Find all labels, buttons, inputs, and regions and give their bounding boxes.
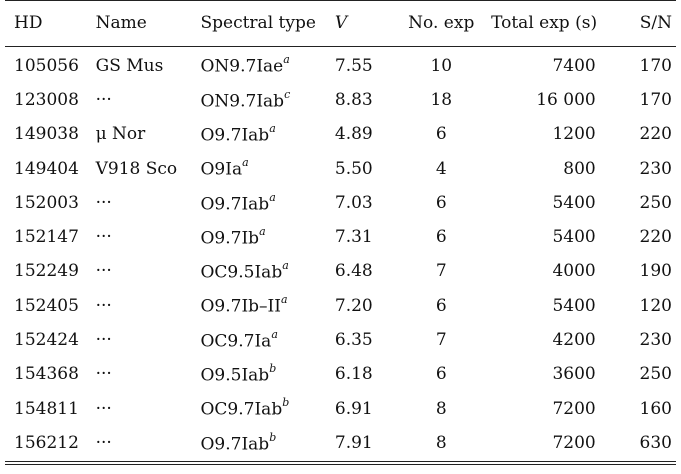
spectral-type-text: O9.5Iab	[200, 365, 270, 386]
cell-hd: 105056	[14, 55, 79, 76]
footnote-marker: a	[242, 156, 249, 170]
header-signal-to-noise: S/N	[639, 13, 672, 33]
cell-v-magnitude: 4.89	[334, 124, 373, 145]
cell-number-exposures: 10	[430, 55, 453, 76]
spectral-type-text: O9.7Ib–II	[200, 297, 281, 318]
table-row	[5, 358, 676, 392]
cell-name: ···	[95, 295, 112, 316]
cell-total-exposure: 7200	[552, 432, 596, 453]
cell-v-magnitude: 7.03	[334, 192, 373, 213]
cell-name: ···	[95, 398, 112, 419]
cell-spectral-type	[200, 47, 334, 83]
observation-table-container	[5, 0, 676, 465]
header-number-exposures: No. exp	[408, 13, 475, 33]
spectral-type-text: OC9.7Ia	[200, 331, 272, 352]
cell-v-magnitude: 6.18	[334, 364, 373, 385]
spectral-type-text: ON9.7Iae	[200, 56, 284, 77]
cell-signal-to-noise: 250	[639, 192, 672, 213]
table-row	[5, 220, 676, 254]
spectral-type-text: O9Ia	[200, 159, 243, 180]
cell-name: V918 Sco	[95, 158, 178, 179]
cell-total-exposure: 7200	[552, 398, 596, 419]
cell-number-exposures: 8	[435, 432, 447, 453]
cell-signal-to-noise: 120	[639, 295, 672, 316]
footnote-marker: a	[282, 259, 289, 273]
cell-spectral-type	[200, 83, 334, 117]
table-row	[5, 289, 676, 323]
cell-spectral-type	[200, 220, 334, 254]
cell-spectral-type	[200, 323, 334, 357]
spectral-type-text: O9.7Iab	[200, 125, 270, 146]
cell-signal-to-noise: 630	[639, 432, 672, 453]
cell-number-exposures: 6	[435, 295, 447, 316]
cell-name: ···	[95, 227, 112, 248]
footnote-marker: a	[281, 293, 288, 307]
table-row	[5, 255, 676, 289]
cell-hd: 149038	[14, 124, 79, 145]
header-row	[5, 1, 676, 46]
cell-total-exposure: 800	[563, 158, 596, 179]
table-row	[5, 152, 676, 186]
cell-name: ···	[95, 261, 112, 282]
cell-signal-to-noise: 190	[639, 261, 672, 282]
observation-table	[5, 1, 676, 461]
cell-hd: 154811	[14, 398, 79, 419]
cell-spectral-type	[200, 186, 334, 220]
cell-v-magnitude: 6.91	[334, 398, 373, 419]
cell-total-exposure: 1200	[552, 124, 596, 145]
footnote-marker: a	[283, 53, 290, 67]
cell-signal-to-noise: 250	[639, 364, 672, 385]
cell-number-exposures: 7	[435, 330, 447, 351]
cell-name: GS Mus	[95, 55, 164, 76]
cell-name: ···	[95, 89, 112, 110]
footnote-marker: a	[259, 224, 266, 238]
table-row	[5, 83, 676, 117]
cell-signal-to-noise: 220	[639, 124, 672, 145]
table-header	[5, 1, 676, 47]
table-row	[5, 426, 676, 460]
cell-signal-to-noise: 160	[639, 398, 672, 419]
spectral-type-text: O9.7Iab	[200, 194, 270, 215]
spectral-type-text: O9.7Ib	[200, 228, 260, 249]
footnote-marker: b	[269, 430, 277, 444]
cell-hd: 149404	[14, 158, 79, 179]
cell-number-exposures: 6	[435, 227, 447, 248]
cell-v-magnitude: 7.31	[334, 227, 373, 248]
cell-spectral-type	[200, 289, 334, 323]
cell-hd: 152003	[14, 192, 79, 213]
cell-signal-to-noise: 170	[639, 89, 672, 110]
cell-total-exposure: 5400	[552, 227, 596, 248]
cell-hd: 156212	[14, 432, 79, 453]
footnote-marker: a	[269, 121, 276, 135]
cell-v-magnitude: 7.91	[334, 432, 373, 453]
cell-v-magnitude: 6.35	[334, 330, 373, 351]
header-hd: HD	[14, 13, 43, 33]
cell-number-exposures: 4	[435, 158, 447, 179]
cell-total-exposure: 5400	[552, 192, 596, 213]
cell-spectral-type	[200, 392, 334, 426]
spectral-type-text: ON9.7Iab	[200, 91, 285, 112]
cell-name: ···	[95, 330, 112, 351]
cell-v-magnitude: 5.50	[334, 158, 373, 179]
cell-spectral-type	[200, 152, 334, 186]
cell-total-exposure: 4200	[552, 330, 596, 351]
cell-name: μ Nor	[95, 124, 146, 145]
header-spectral-type: Spectral type	[200, 13, 316, 33]
cell-number-exposures: 18	[430, 89, 453, 110]
footnote-marker: b	[269, 361, 277, 375]
cell-total-exposure: 7400	[552, 55, 596, 76]
cell-v-magnitude: 8.83	[334, 89, 373, 110]
table-row	[5, 392, 676, 426]
cell-number-exposures: 7	[435, 261, 447, 282]
cell-spectral-type	[200, 118, 334, 152]
cell-signal-to-noise: 230	[639, 330, 672, 351]
header-v-magnitude: V	[334, 13, 348, 33]
cell-number-exposures: 6	[435, 364, 447, 385]
cell-total-exposure: 16 000	[536, 89, 596, 110]
cell-name: ···	[95, 432, 112, 453]
cell-signal-to-noise: 170	[639, 55, 672, 76]
cell-signal-to-noise: 220	[639, 227, 672, 248]
cell-hd: 123008	[14, 89, 79, 110]
cell-hd: 152424	[14, 330, 79, 351]
cell-hd: 152405	[14, 295, 79, 316]
cell-signal-to-noise: 230	[639, 158, 672, 179]
cell-spectral-type	[200, 426, 334, 460]
header-name: Name	[95, 13, 147, 33]
cell-v-magnitude: 6.48	[334, 261, 373, 282]
footnote-marker: a	[271, 327, 278, 341]
cell-total-exposure: 4000	[552, 261, 596, 282]
footnote-marker: a	[269, 190, 276, 204]
header-total-exposure: Total exp (s)	[491, 13, 598, 33]
table-body	[5, 47, 676, 461]
table-bottom-rule	[5, 461, 676, 462]
cell-hd: 154368	[14, 364, 79, 385]
cell-number-exposures: 8	[435, 398, 447, 419]
footnote-marker: c	[284, 87, 291, 101]
spectral-type-text: OC9.7Iab	[200, 399, 283, 420]
cell-name: ···	[95, 364, 112, 385]
spectral-type-text: O9.7Iab	[200, 434, 270, 455]
cell-spectral-type	[200, 358, 334, 392]
cell-name: ···	[95, 192, 112, 213]
table-row	[5, 186, 676, 220]
cell-v-magnitude: 7.55	[334, 55, 373, 76]
cell-v-magnitude: 7.20	[334, 295, 373, 316]
cell-number-exposures: 6	[435, 192, 447, 213]
spectral-type-text: OC9.5Iab	[200, 262, 283, 283]
cell-total-exposure: 5400	[552, 295, 596, 316]
cell-hd: 152249	[14, 261, 79, 282]
table-row	[5, 47, 676, 83]
cell-hd: 152147	[14, 227, 79, 248]
table-row	[5, 118, 676, 152]
cell-total-exposure: 3600	[552, 364, 596, 385]
cell-number-exposures: 6	[435, 124, 447, 145]
cell-spectral-type	[200, 255, 334, 289]
table-row	[5, 323, 676, 357]
footnote-marker: b	[282, 396, 290, 410]
